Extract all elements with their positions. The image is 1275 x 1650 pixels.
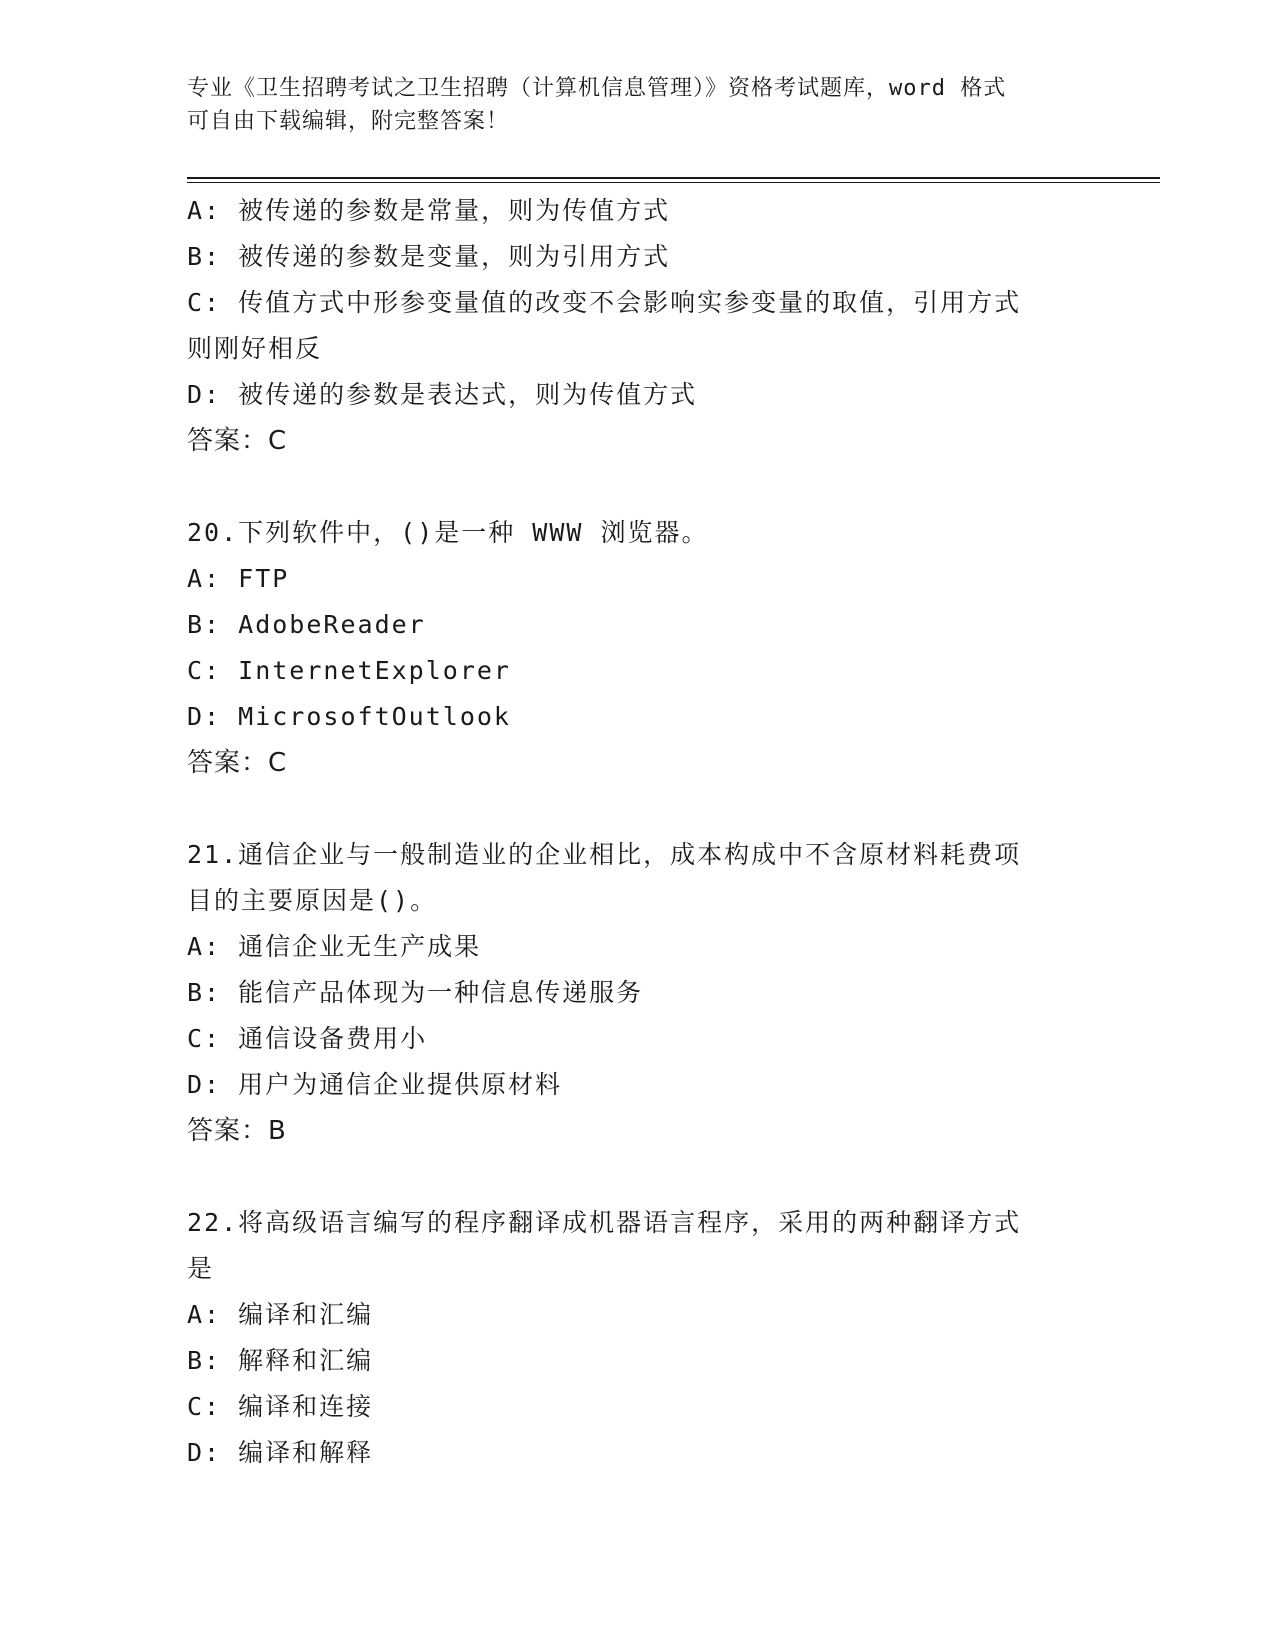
option-c: C: 编译和连接 <box>187 1392 374 1421</box>
option-a: A: 编译和汇编 <box>187 1300 374 1329</box>
question-text: 22.将高级语言编写的程序翻译成机器语言程序，采用的两种翻译方式 <box>187 1208 1022 1237</box>
option-a: A: FTP <box>187 564 290 593</box>
option-d: D: MicrosoftOutlook <box>187 702 511 731</box>
question-21 <box>187 832 1087 1154</box>
header-divider-thin <box>187 182 1160 183</box>
header-line-2: 可自由下载编辑，附完整答案！ <box>187 109 510 134</box>
question-text-continued: 是 <box>187 1254 215 1283</box>
option-a: A: 通信企业无生产成果 <box>187 932 482 961</box>
question-20 <box>187 510 1087 786</box>
document-header <box>187 72 1087 138</box>
option-c: C: 通信设备费用小 <box>187 1024 428 1053</box>
header-line-1: 专业《卫生招聘考试之卫生招聘（计算机信息管理）》资格考试题库，word 格式 <box>187 76 1007 101</box>
spacer <box>187 786 1087 832</box>
header-divider-thick <box>187 177 1160 179</box>
option-a: A: 被传递的参数是常量，则为传值方式 <box>187 196 671 225</box>
answer: 答案：C <box>187 748 288 778</box>
question-list <box>187 188 1087 1476</box>
question-text: 20.下列软件中，()是一种 WWW 浏览器。 <box>187 518 709 547</box>
option-c: C: InternetExplorer <box>187 656 511 685</box>
answer: 答案：B <box>187 1116 287 1146</box>
option-b: B: 解释和汇编 <box>187 1346 374 1375</box>
option-d: D: 编译和解释 <box>187 1438 374 1467</box>
option-b: B: AdobeReader <box>187 610 426 639</box>
option-c-continued: 则刚好相反 <box>187 334 323 363</box>
option-d: D: 用户为通信企业提供原材料 <box>187 1070 563 1099</box>
question-text: 21.通信企业与一般制造业的企业相比，成本构成中不含原材料耗费项 <box>187 840 1022 869</box>
spacer <box>187 464 1087 510</box>
answer: 答案：C <box>187 426 288 456</box>
question-22 <box>187 1200 1087 1476</box>
question-19 <box>187 188 1087 464</box>
option-b: B: 被传递的参数是变量，则为引用方式 <box>187 242 671 271</box>
question-text-continued: 目的主要原因是()。 <box>187 886 438 915</box>
spacer <box>187 1154 1087 1200</box>
option-b: B: 能信产品体现为一种信息传递服务 <box>187 978 644 1007</box>
option-c: C: 传值方式中形参变量值的改变不会影响实参变量的取值，引用方式 <box>187 288 1022 317</box>
option-d: D: 被传递的参数是表达式，则为传值方式 <box>187 380 698 409</box>
